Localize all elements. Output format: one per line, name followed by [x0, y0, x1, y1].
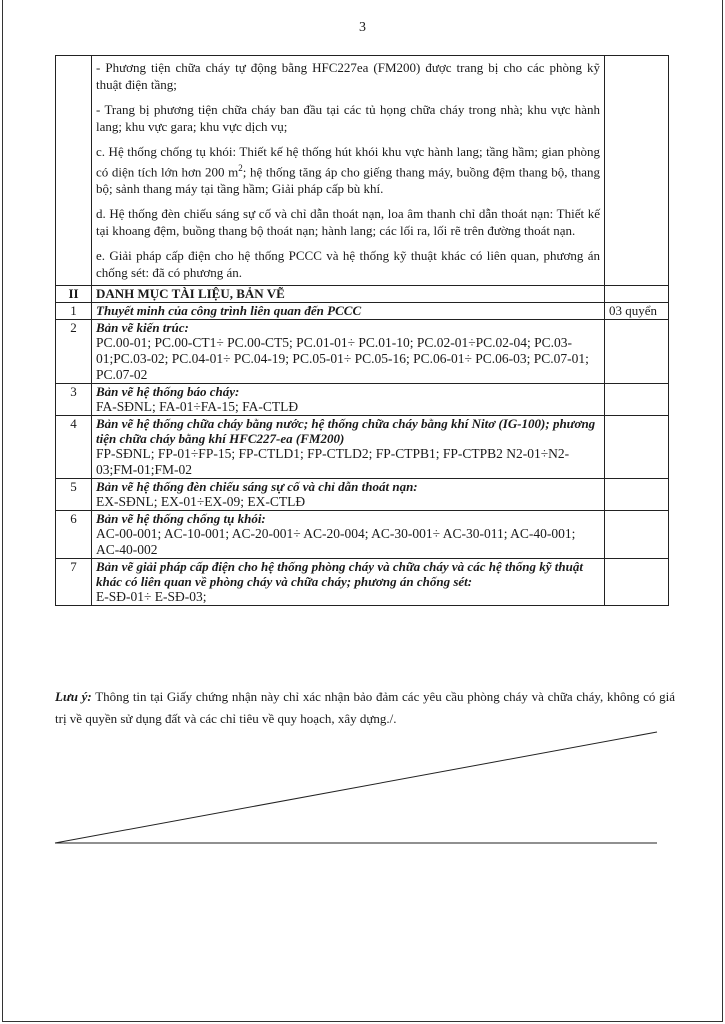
- paragraph-smoke-control: c. Hệ thống chống tụ khói: Thiết kế hệ thống hút khói khu vực hành lang; tầng hầm; gian phòng có diện tích lớn hơn 200 $m^2$; hệ thống tăng áp cho giếng thang máy, buồng đệm thang bộ, thang bộ; sảnh thang máy tại tầng hầm; Giải pháp cấp bù khí.: [96, 144, 600, 197]
- row-number: 4: [56, 416, 92, 479]
- row-title: Bản vẽ hệ thống báo cháy:: [96, 384, 240, 400]
- section-number: II: [56, 286, 92, 303]
- diagonal-strike-line: [55, 732, 657, 843]
- paragraph-fm200: - Phương tiện chữa cháy tự động bằng HFC227ea (FM200) được trang bị cho các phòng kỹ thuật điện tầng;: [96, 60, 600, 92]
- paragraph-power-supply: e. Giải pháp cấp điện cho hệ thống PCCC và hệ thống kỹ thuật khác có liên quan, phương án chống sét: đã có phương án.: [96, 248, 600, 281]
- row-number: 5: [56, 479, 92, 511]
- row-number: 1: [56, 303, 92, 320]
- row-refs: PC.00-01; PC.00-CT1÷ PC.00-CT5; PC.01-01÷ PC.01-10; PC.02-01÷PC.02-04; PC.03-01;PC.03-02; PC.04-01÷ PC.04-19; PC.05-01÷ PC.05-16; PC.06-01÷ PC.06-03; PC.07-01; PC.07-02: [96, 335, 589, 383]
- paragraph-emergency-lighting: d. Hệ thống đèn chiếu sáng sự cố và chỉ dẫn thoát nạn, loa âm thanh chỉ dẫn thoát nạn: Thiết kế tại khoang đệm, buồng thang bộ thoát nạn; hành lang; các lối ra, lối rẽ trên đường thoát nạn.: [96, 206, 600, 239]
- row-quantity: 03 quyển: [605, 303, 669, 320]
- row-number: 2: [56, 320, 92, 384]
- row-number: 7: [56, 559, 92, 606]
- row-title: Bản vẽ kiến trúc:: [96, 320, 189, 336]
- row-title: Bản vẽ hệ thống đèn chiếu sáng sự cố và chỉ dẫn thoát nạn:: [96, 479, 418, 495]
- row-refs: FA-SĐNL; FA-01÷FA-15; FA-CTLĐ: [96, 399, 299, 415]
- row-refs: E-SĐ-01÷ E-SĐ-03;: [96, 589, 207, 605]
- row-refs: EX-SĐNL; EX-01÷EX-09; EX-CTLĐ: [96, 494, 306, 510]
- row-refs: AC-00-001; AC-10-001; AC-20-001÷ AC-20-004; AC-30-001÷ AC-30-011; AC-40-001; AC-40-002: [96, 526, 576, 558]
- note-label: Lưu ý:: [55, 689, 92, 704]
- row-number: 6: [56, 511, 92, 559]
- row-title: Bản vẽ hệ thống chống tụ khói:: [96, 511, 266, 527]
- row-refs: FP-SĐNL; FP-01÷FP-15; FP-CTLD1; FP-CTLD2; FP-CTPB1; FP-CTPB2 N2-01÷N2-03;FM-01;FM-02: [96, 446, 570, 478]
- paragraph-initial-equipment: - Trang bị phương tiện chữa cháy ban đầu tại các tủ họng chữa cháy trong nhà; khu vực hành lang; khu vực gara; khu vực dịch vụ;: [96, 102, 600, 134]
- row-title: Thuyết minh của công trình liên quan đến PCCC: [96, 303, 362, 319]
- page-number: 3: [359, 20, 366, 35]
- section-title: DANH MỤC TÀI LIỆU, BẢN VẼ: [92, 286, 605, 303]
- row-number: 3: [56, 384, 92, 416]
- note-text: Thông tin tại Giấy chứng nhận này chỉ xác nhận bảo đảm các yêu cầu phòng cháy và chữa cháy, không có giá trị về quyền sử dụng đất và các chỉ tiêu về quy hoạch, xây dựng./.: [55, 689, 675, 726]
- row-title: Bản vẽ hệ thống chữa cháy bằng nước; hệ thống chữa cháy bằng khí Nitơ (IG-100); phương tiện chữa cháy bằng khí HFC227-ea (FM200): [96, 416, 596, 447]
- row-title: Bản vẽ giải pháp cấp điện cho hệ thống phòng cháy và chữa cháy và các hệ thống kỹ thuật khác có liên quan về phòng cháy và chữa cháy; phương án chống sét:: [96, 559, 583, 590]
